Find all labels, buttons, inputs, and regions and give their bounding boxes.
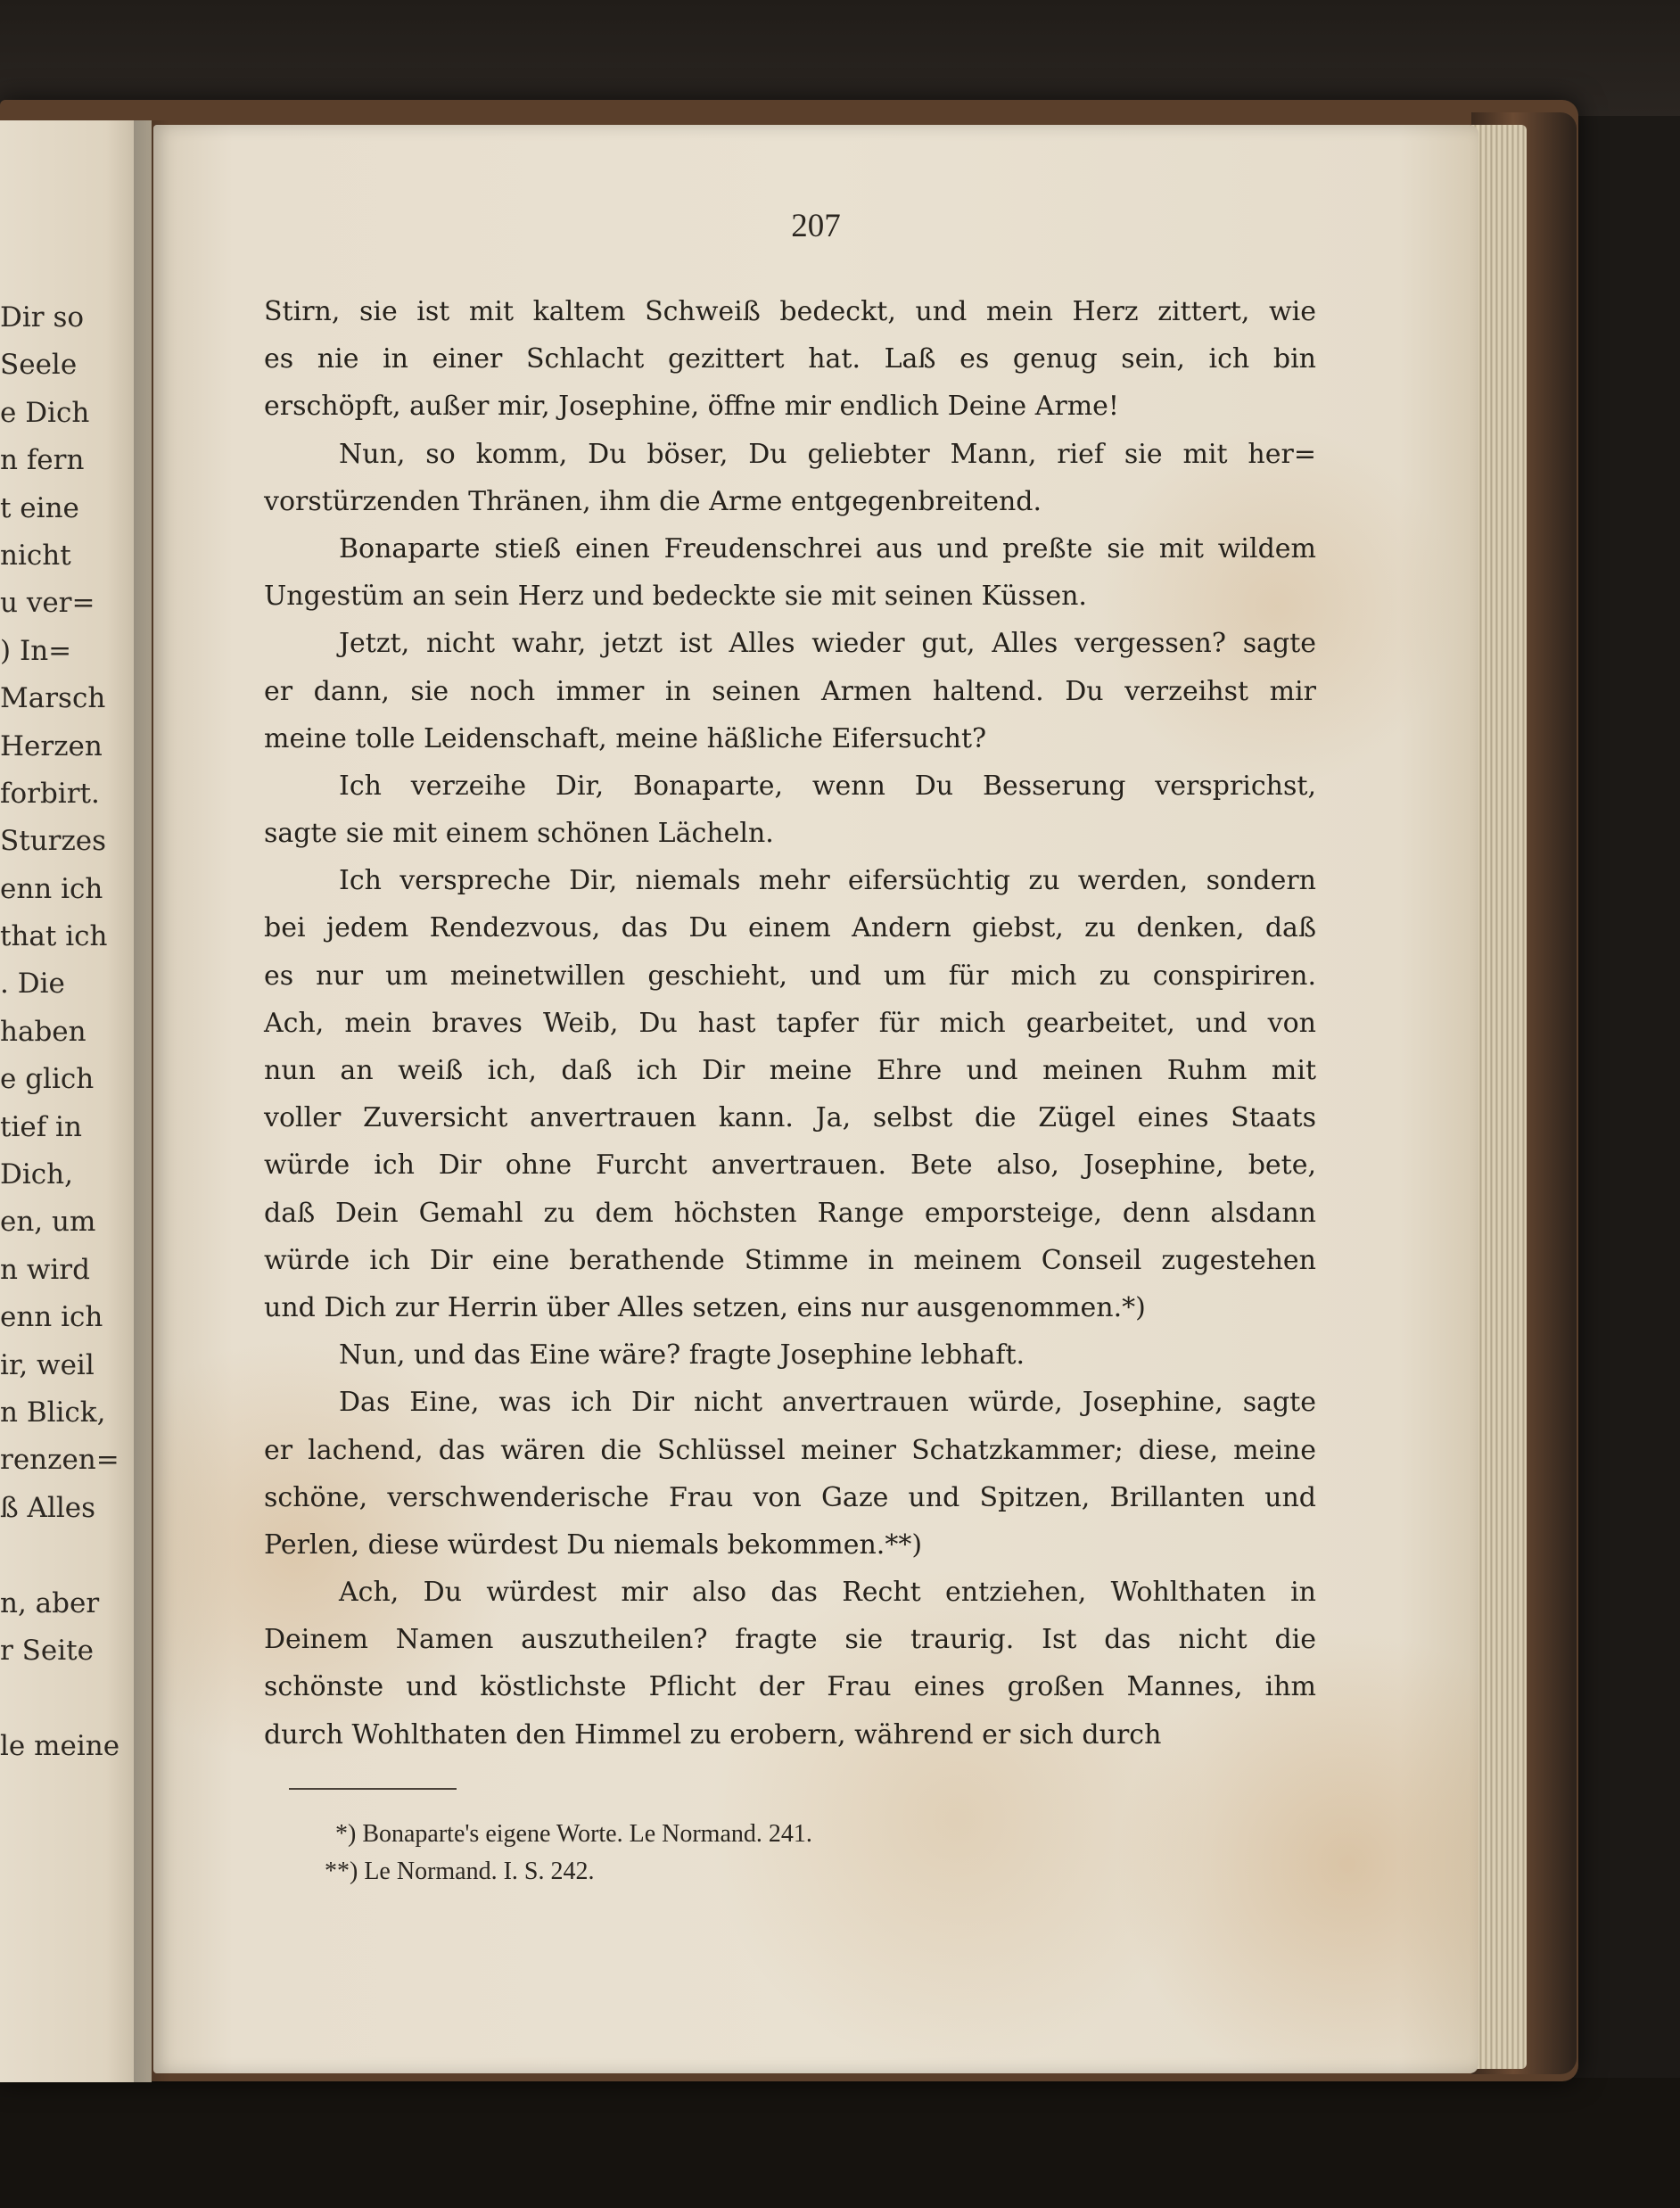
left-page-line [0, 1532, 134, 1579]
left-page-line: forbirt. [0, 777, 100, 810]
left-page-line: Seele [0, 349, 78, 382]
text-line: durch Wohlthaten den Himmel zu erobern, während er sich durch [264, 1718, 1162, 1751]
text-line: es nur um meinetwillen geschieht, und um für mich zu conspiriren. [264, 960, 1316, 992]
left-page-line: Dir so [0, 301, 85, 334]
left-page-line: Sturzes [0, 825, 107, 858]
text-line: bei jedem Rendezvous, das Du einem Andern giebst, zu denken, daß [264, 912, 1316, 944]
text-line: Ungestüm an sein Herz und bedeckte sie mit seinen Küssen. [264, 581, 1087, 613]
text-line: Bonaparte stieß einen Freudenschrei aus und preßte sie mit wildem [339, 532, 1316, 564]
left-page-line: en, um [0, 1206, 96, 1239]
text-line: Perlen, diese würdest Du niemals bekommen.**) [264, 1528, 923, 1561]
text-line: Jetzt, nicht wahr, jetzt ist Alles wieder gut, Alles vergessen? sagte [339, 628, 1316, 660]
text-line: Das Eine, was ich Dir nicht anvertrauen würde, Josephine, sagte [339, 1387, 1316, 1419]
body-text [264, 288, 1316, 1759]
text-line: Ach, Du würdest mir also das Recht entziehen, Wohlthaten in [339, 1577, 1316, 1609]
text-line: würde ich Dir eine berathende Stimme in meinem Conseil zugestehen [264, 1244, 1316, 1276]
background-bottom [0, 2078, 1680, 2208]
text-line: sagte sie mit einem schönen Lächeln. [264, 818, 774, 850]
left-page-line: e glich [0, 1063, 95, 1096]
footnote-rule [289, 1788, 457, 1790]
left-page-line: haben [0, 1015, 86, 1048]
text-line: würde ich Dir ohne Furcht anvertrauen. Bete also, Josephine, bete, [264, 1149, 1316, 1182]
text-line: er dann, sie noch immer in seinen Armen haltend. Du verzeihst mir [264, 675, 1316, 707]
text-line: nun an weiß ich, daß ich Dir meine Ehre und meinen Ruhm mit [264, 1055, 1316, 1086]
left-page-line: nicht [0, 539, 71, 572]
left-page-line: u ver= [0, 587, 95, 620]
text-line: Stirn, sie ist mit kaltem Schweiß bedeckt, und mein Herz zittert, wie [264, 296, 1316, 327]
left-page-line: Herzen [0, 729, 103, 762]
text-line: Nun, so komm, Du böser, Du geliebter Mann, rief sie mit her= [339, 438, 1316, 470]
text-line: Deinem Namen auszutheilen? fragte sie traurig. Ist das nicht die [264, 1624, 1316, 1656]
text-line: Nun, und das Eine wäre? fragte Josephine lebhaft. [339, 1339, 1025, 1372]
left-page-line: le meine [0, 1729, 120, 1762]
left-page-line: n, aber [0, 1586, 100, 1619]
left-page-line: Dich, [0, 1158, 73, 1191]
left-page-line: n wird [0, 1253, 90, 1286]
left-page-line [0, 1675, 134, 1722]
left-page-line: ir, weil [0, 1348, 95, 1381]
left-page-line: ß Alles [0, 1491, 96, 1524]
text-line: er lachend, das wären die Schlüssel meiner Schatzkammer; diese, meine [264, 1434, 1316, 1466]
text-line: daß Dein Gemahl zu dem höchsten Range emporsteige, denn alsdann [264, 1197, 1316, 1229]
left-page-line: enn ich [0, 872, 103, 905]
left-page-text [0, 294, 134, 1770]
left-page-line: renzen= [0, 1444, 119, 1477]
footnotes [325, 1816, 1138, 1891]
text-line: Ach, mein braves Weib, Du hast tapfer für mich gearbeitet, und von [264, 1007, 1316, 1039]
left-page-line: r Seite [0, 1634, 94, 1667]
text-line: vorstürzenden Thränen, ihm die Arme entgegenbreitend. [264, 485, 1042, 517]
left-page-line: e Dich [0, 396, 90, 429]
text-line: Ich verspreche Dir, niemals mehr eifersüchtig zu werden, sondern [339, 865, 1316, 897]
text-line: und Dich zur Herrin über Alles setzen, eins nur ausgenommen.*) [264, 1291, 1146, 1323]
left-page-line: Marsch [0, 682, 106, 715]
footnote-2: **) Le Normand. I. S. 242. [325, 1858, 595, 1885]
text-line: es nie in einer Schlacht gezittert hat. Laß es genug sein, ich bin [264, 343, 1316, 375]
text-line: meine tolle Leidenschaft, meine häßliche Eifersucht? [264, 722, 987, 754]
left-page-line: enn ich [0, 1301, 103, 1334]
left-page-line: n fern [0, 444, 85, 477]
text-line: voller Zuversicht anvertrauen kann. Ja, selbst die Zügel eines Staats [264, 1102, 1316, 1134]
text-line: schönste und köstlichste Pflicht der Frau eines großen Mannes, ihm [264, 1671, 1316, 1703]
text-line: erschöpft, außer mir, Josephine, öffne mir endlich Deine Arme! [264, 391, 1119, 423]
left-page-line: n Blick, [0, 1396, 106, 1429]
page-number: 207 [791, 208, 841, 244]
page-edges [1471, 125, 1527, 2069]
left-page-line: t eine [0, 491, 79, 524]
footnote-1: *) Bonaparte's eigene Worte. Le Normand. 241. [335, 1820, 812, 1848]
text-line: schöne, verschwenderische Frau von Gaze und Spitzen, Brillanten und [264, 1481, 1316, 1513]
left-page-line: that ich [0, 920, 108, 953]
background-top [0, 0, 1680, 116]
left-page-line: . Die [0, 968, 65, 1001]
right-page [153, 125, 1478, 2073]
left-page-line: ) In= [0, 634, 72, 667]
left-page-line: tief in [0, 1110, 82, 1143]
text-line: Ich verzeihe Dir, Bonaparte, wenn Du Besserung versprichst, [339, 770, 1316, 802]
